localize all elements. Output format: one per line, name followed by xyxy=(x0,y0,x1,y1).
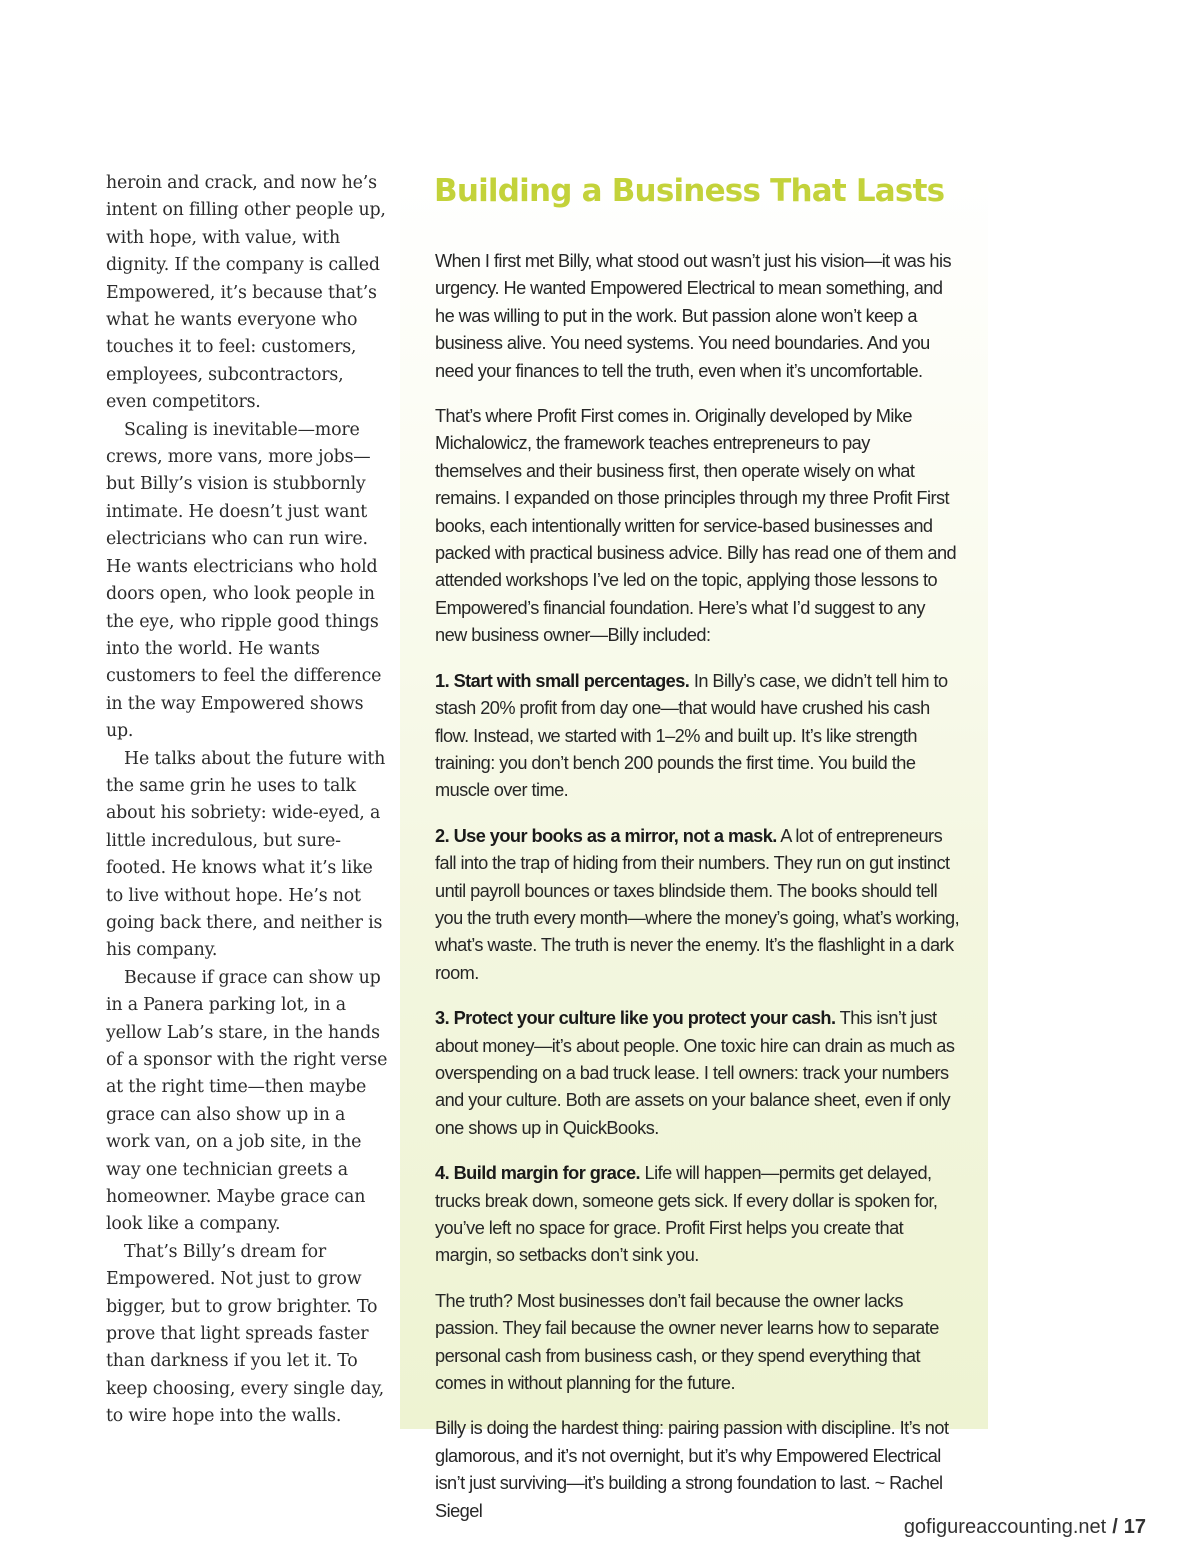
tip-heading: 4. Build margin for grace. xyxy=(435,1163,641,1184)
tip-heading: 1. Start with small percentages. xyxy=(435,670,690,691)
tip-heading: 2. Use your books as a mirror, not a mask. xyxy=(435,825,777,846)
sidebar-paragraph: When I first met Billy, what stood out wasn’t just his vision—it was his urgency. He wanted Empowered Electrical to mean something, and he was willing to put in the work. But passion alone won’t keep a business alive. You need systems. You need boundaries. And you need your finances to tell the truth, even when it’s uncomfortable. xyxy=(435,251,951,381)
sidebar-box xyxy=(400,172,988,1521)
sidebar-paragraph: That’s where Profit First comes in. Originally developed by Mike Michalowicz, the framework teaches entrepreneurs to pay themselves and their business first, then operate wisely on what remains. I expanded on those principles through my three Profit First books, each intentionally written for service-based businesses and packed with practical business advice. Billy has read one of them and attended workshops I’ve led on the topic, applying those lessons to Empowered’s financial foundation. Here’s what I’d suggest to any new business owner—Billy included: xyxy=(435,406,957,646)
tip-item xyxy=(435,668,960,805)
article-paragraph: Because if grace can show up in a Panera parking lot, in a yellow Lab’s stare, in the hands of a sponsor with the right verse at the right time—then maybe grace can also show up in a work van, on a job site, in the way one technician greets a homeowner. Maybe grace can look like a company. xyxy=(106,967,388,1235)
tip-heading: 3. Protect your culture like you protect your cash. xyxy=(435,1008,836,1029)
article-paragraph: Scaling is inevitable—more crews, more vans, more jobs—but Billy’s vision is stubbornly intimate. He doesn’t just want electricians who can run wire. He wants electricians who hold doors open, who look people in the eye, who ripple good things into the world. He wants customers to feel the difference in the way Empowered shows up. xyxy=(106,419,382,742)
tip-item xyxy=(435,1160,960,1270)
tip-item xyxy=(435,823,960,987)
tip-text: This isn’t just about money—it’s about people. One toxic hire can drain as much as overspending on a bad truck lease. I tell owners: track your numbers and your culture. Both are assets on your balance sheet, even if only one shows up in QuickBooks. xyxy=(435,1008,955,1138)
page-number: 17 xyxy=(1123,1516,1146,1538)
tip-item xyxy=(435,1005,960,1142)
sidebar-title: Building a Business That Lasts xyxy=(434,173,945,209)
sidebar-paragraph: Billy is doing the hardest thing: pairing passion with discipline. It’s not glamorous, and it’s not overnight, but it’s why Empowered Electrical isn’t just surviving—it’s building a strong foundation to last. ~ Rachel Siegel xyxy=(435,1418,949,1521)
tip-text: In Billy’s case, we didn’t tell him to stash 20% profit from day one—that would have crushed his cash flow. Instead, we started with 1–2% and built up. It’s like strength training: you don’t bench 200 pounds the first time. You build the muscle over time. xyxy=(435,670,948,801)
tip-text: Life will happen—permits get delayed, trucks break down, someone gets sick. If every dollar is spoken for, you’ve left no space for grace. Profit First helps you create that margin, so setbacks don’t sink you. xyxy=(435,1163,938,1266)
article-paragraph: He talks about the future with the same grin he uses to talk about his sobriety: wide-eyed, a little incredulous, but sure-footed. He knows what it’s like to live without hope. He’s not going back there, and neither is his company. xyxy=(106,748,386,961)
footer-separator: / xyxy=(1112,1516,1118,1538)
article-paragraph: That’s Billy’s dream for Empowered. Not just to grow bigger, but to grow brighter. To prove that light spreads faster than darkness if you let it. To keep choosing, every single day, to wire hope into the walls. xyxy=(106,1241,384,1427)
main-article-column xyxy=(106,170,388,1431)
sidebar-paragraph: The truth? Most businesses don’t fail because the owner lacks passion. They fail because the owner never learns how to separate personal cash from business cash, or they spend everything that comes in without planning for the future. xyxy=(435,1290,939,1394)
article-paragraph: heroin and crack, and now he’s intent on filling other people up, with hope, with value, with dignity. If the company is called Empowered, it’s because that’s what he wants everyone who touches it to feel: customers, employees, subcontractors, even competitors. xyxy=(106,173,386,413)
page-footer xyxy=(904,1516,1146,1539)
footer-website: gofigureaccounting.net xyxy=(903,1516,1107,1538)
tip-text: A lot of entrepreneurs fall into the trap of hiding from their numbers. They run on gut instinct until payroll bounces or taxes blindside them. The books should tell you the truth every month—where the money’s going, what’s working, what’s waste. The truth is never the enemy. It’s the flashlight in a dark room. xyxy=(435,825,960,983)
sidebar-body xyxy=(435,248,960,1543)
